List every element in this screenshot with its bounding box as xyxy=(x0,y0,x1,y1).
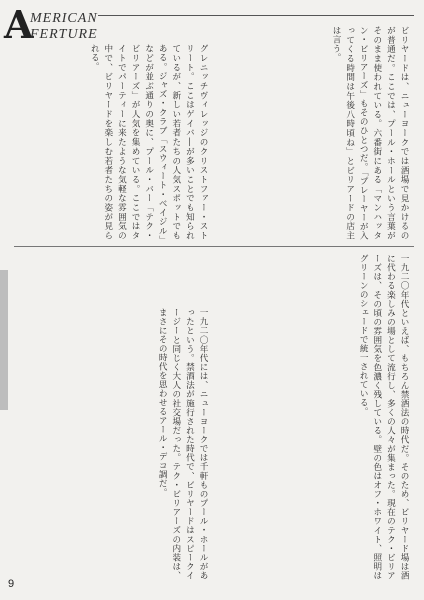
masthead-line-2: FERTURE xyxy=(30,27,98,42)
section-divider xyxy=(14,246,414,247)
margin-tab-bar xyxy=(0,270,8,410)
masthead-initial: A xyxy=(4,2,34,47)
article-column-upper-right: グレニッチヴィレッジのクリストファー・ストリート。ここはゲイバ―が多いことでも知られているが、新しい若者たちの人気スポットでもある。ジャズ・クラブ「スウィート・ベイジル」などが並ぶ通りの奥に、プール・バー「テク・ビリアーズ」が人気を集めている。ここではタイトでパーティーに来たような気軽な雰囲気の中で、ビリヤードを楽しむ若者たちの姿が見られる。 xyxy=(89,44,208,240)
masthead-line-1: MERICAN xyxy=(30,11,98,26)
article-column-lower-right: 一九二〇年代には、ニューヨークでは千軒ものプール・ホールがあったという。禁酒法が施行された時代で、ビリヤードはスピークイージーと同じく大人の社交場だった。テク・ビリアーズの内装は、まさにその時代を思わせるアール・デコ調だ。 xyxy=(157,308,208,580)
masthead-logo xyxy=(4,2,174,47)
article-column-upper-left: ビリヤードは、ニューヨークでは酒場で見かけるのが普通だ。ここでは、プール・ホールという言葉がそのまま使われている。六番街にある「マンハッタン・ビリアーズ」もそのひとつだ。「プレーヤーが入ってくる時間は午後八時頃ね」とビリアードの店主は言う。 xyxy=(331,26,409,240)
page-number: 9 xyxy=(8,578,15,590)
header-rule xyxy=(98,15,414,16)
article-column-lower-left: 一九二〇年代といえば、もちろん禁酒法の時代だ。そのため、ビリヤード場は酒に代わる楽しみの場として流行し、多くの人々が集まった。現在のテク・ビリアーズは、その頃の雰囲気を色濃く残している。壁の色はオフ・ホワイト、照明はグリーンのシェードで統一されている。 xyxy=(358,254,409,580)
